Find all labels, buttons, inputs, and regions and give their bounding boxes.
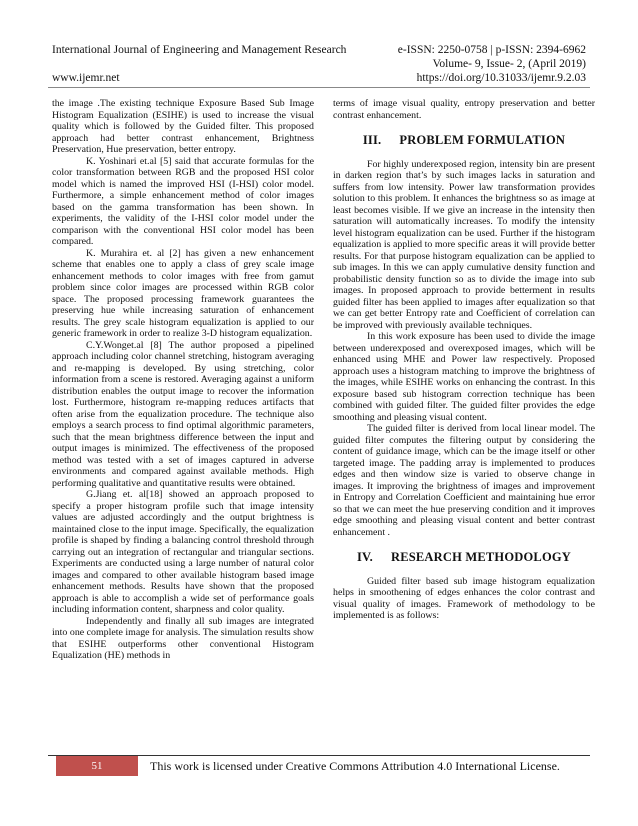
paragraph: K. Yoshinari et.al [5] said that accurate formulas for the color transformation between RGB and the proposed HSI color model which is named the improved HSI (I-HSI) color model. Furthermore, a simple enhancement method of color images based on the gamma transformation has been shown. In experiments, the validity of the I-HSI color model under the comparison with the conventional HSI color model has been compared. [52,155,314,247]
paragraph: K. Murahira et. al [2] has given a new enhancement scheme that enables one to apply a class of grey scale image enhancement methods to color images with free from gamut problem since color images are processed within RGB color space. The proposed processing framework guarantees the preserving hue while increasing saturation of enhancement results. The grey scale histogram equalization is applied to our generic framework in order to realize 3-D histogram equalization. [52,247,314,339]
section-title: RESEARCH METHODOLOGY [390,550,572,564]
paragraph: terms of image visual quality, entropy preservation and better contrast enhancement. [333,98,595,121]
section-heading-research-methodology [333,552,595,564]
paragraph: For highly underexposed region, intensity bin are present in darken region that’s by such images lacks in saturation and suffers from low intensity. Power law transformation provides solution to this problem. It enhances the brightness so as image at least becomes visible. If we give an increase in the intensity then saturation will automatically increases. To modify the intensity level histogram equalization can be used. Further if the histogram equalization is applied to more specific areas it will provide better results. For that purpose histogram equalization can be applied to sub images. In this we can apply cumulative density function and probabilistic density function so as to divide the image into sub images. In proposed approach to provide betterment in results guided filter has been applied to images after equalization so that we can get better Entropy rate and Coefficient of correlation can be improved with previously available techniques. [333,158,595,331]
paragraph: G.Jiang et. al[18] showed an approach proposed to specify a proper histogram profile such that image intensity values are adjusted accordingly and the output brightness is maintained close to the input image. Specifically, the equalization profile is shaped by finding a balancing control threshold through carrying out an integration of rectangular and triangular sections. Experiments are conducted using a large number of natural color images and compared to other available histogram based image enhancement methods. Results have shown that the proposed approach is able to accomplish a wide set of performance goals including information content, sharpness and color quality. [52,489,314,615]
section-number: III. [362,133,382,147]
header-divider [48,87,590,88]
paragraph: Independently and finally all sub images are integrated into one complete image for analysis. The simulation results show that ESIHE outperforms other conventional Histogram Equalization (HE) methods in [52,615,314,661]
section-title: PROBLEM FORMULATION [399,133,566,147]
license-notice: This work is licensed under Creative Commons Attribution 4.0 International License. [150,759,560,773]
section-heading-problem-formulation [333,135,595,147]
left-column [52,98,314,662]
volume-line: Volume- 9, Issue- 2, (April 2019) [432,58,586,70]
paragraph: C.Y.Wonget.al [8] The author proposed a pipelined approach including color channel stretching, histogram averaging and re-mapping is developed. By using stretching, color information from a scene is restored. Averaging against a uniform distribution enables the output image to recover the information lost. Furthermore, histogram re-mapping reduces artifacts that often arise from the equalization procedure. The technique also employs a search process to find optimal algorithmic parameters, such that the mean brightness difference between the input and output images is minimized. The effectiveness of the proposed method was tested with a set of images captured in adverse environments and compared against available methods. High performing qualitative and quantitative results were obtained. [52,339,314,489]
doi-link[interactable]: https://doi.org/10.31033/ijemr.9.2.03 [416,72,586,84]
section-number: IV. [356,550,373,564]
page-number: 51 [56,756,138,776]
journal-website-link[interactable]: www.ijemr.net [52,72,120,84]
paragraph: Guided filter based sub image histogram equalization helps in smoothening of edges enhances the color contrast and visual quality of images. Framework of methodology to be implemented is as follows: [333,575,595,621]
journal-title: International Journal of Engineering and Management Research [52,44,347,56]
issn-line: e-ISSN: 2250-0758 | p-ISSN: 2394-6962 [397,44,586,56]
page-footer [48,755,590,778]
right-column [333,98,595,622]
paragraph: In this work exposure has been used to divide the image between underexposed and overexposed images, which will be enhanced using MHE and Power law respectively. Proposed approach uses a histogram matching to improve the brightness of the images, while ESIHE works on enhancing the contrast. In this exposure based sub histogram correction technique has been combined with guided filter. The guided filter provides the edge smoothing and pleasing visual content. [333,331,595,423]
paragraph: The guided filter is derived from local linear model. The guided filter computes the filtering output by considering the content of guidance image, which can be the image itself or other targeted image. The padding array is implemented to produces edges and then window size is varied to observe change in images. It improving the brightness of images and improvement in Entropy and Correlation Coefficient and maintaining hue error so that we can meet the hue preserving condition and it improves edge smoothing and pleasing visual content and better contrast enhancement . [333,423,595,538]
paragraph: the image .The existing technique Exposure Based Sub Image Histogram Equalization (ESIHE) is used to increase the visual quality which is followed by the Guided filter. This proposed approach had better contrast enhancement, Brightness Preservation, Hue preservation, better entropy. [52,98,314,155]
